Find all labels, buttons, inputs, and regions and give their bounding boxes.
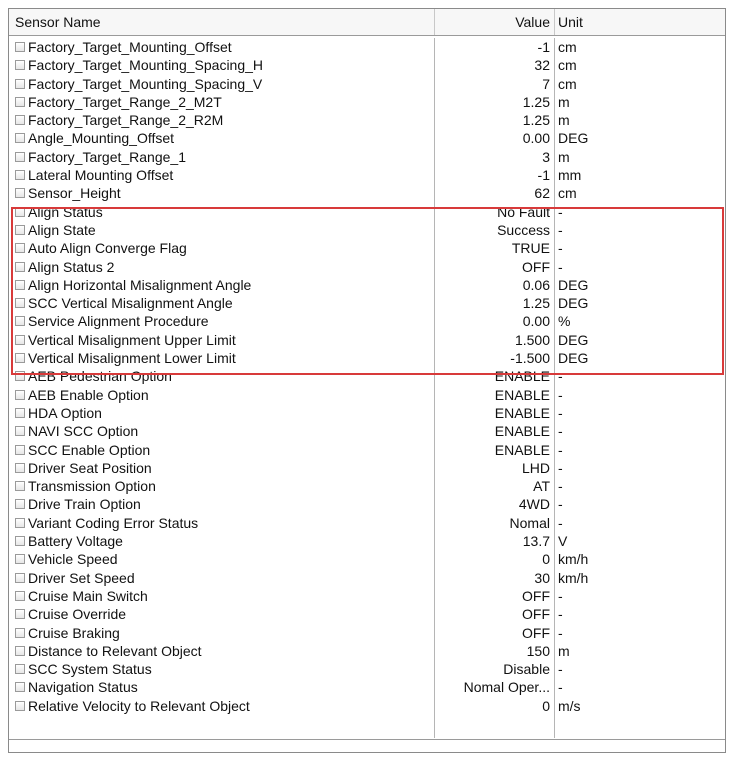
value-cell: TRUE [511, 240, 550, 257]
value-cell: ENABLE [494, 386, 550, 403]
sensor-name-cell: Factory_Target_Range_2_R2M [28, 112, 224, 129]
table-row[interactable] [9, 605, 725, 623]
sensor-name-cell: Driver Seat Position [28, 459, 152, 476]
sensor-name-cell: Vertical Misalignment Lower Limit [28, 350, 236, 367]
sensor-name-cell: Align State [28, 221, 96, 238]
unit-cell: - [558, 423, 563, 440]
checkbox-icon[interactable] [15, 188, 25, 198]
sensor-name-cell: NAVI SCC Option [28, 423, 139, 440]
sensor-name-cell: SCC Enable Option [28, 441, 151, 458]
checkbox-icon[interactable] [15, 60, 25, 70]
checkbox-icon[interactable] [15, 225, 25, 235]
unit-cell: - [558, 459, 563, 476]
checkbox-icon[interactable] [15, 481, 25, 491]
unit-cell: - [558, 661, 563, 678]
unit-cell: cm [558, 39, 577, 55]
sensor-name-cell: Factory_Target_Range_1 [28, 148, 186, 165]
table-row[interactable] [9, 532, 725, 550]
checkbox-icon[interactable] [15, 536, 25, 546]
value-cell: 1.25 [522, 93, 550, 110]
checkbox-icon[interactable] [15, 262, 25, 272]
checkbox-icon[interactable] [15, 170, 25, 180]
value-cell: 0.00 [522, 313, 550, 330]
table-row[interactable] [9, 642, 725, 660]
checkbox-icon[interactable] [15, 335, 25, 345]
table-row[interactable] [9, 550, 725, 568]
sensor-name-cell: Variant Coding Error Status [28, 514, 199, 531]
sensor-name-cell: Sensor_Height [28, 185, 121, 202]
value-cell: 150 [526, 642, 550, 659]
sensor-name-cell: Cruise Main Switch [28, 587, 148, 604]
unit-cell: - [558, 203, 563, 220]
sensor-name-cell: Drive Train Option [28, 496, 141, 513]
table-row[interactable] [9, 111, 725, 129]
unit-cell: - [558, 514, 563, 531]
checkbox-icon[interactable] [15, 207, 25, 217]
table-row[interactable] [9, 312, 725, 330]
value-cell: -1 [537, 167, 550, 184]
unit-cell: cm [558, 185, 577, 202]
sensor-name-cell: Distance to Relevant Object [28, 642, 202, 659]
checkbox-icon[interactable] [15, 664, 25, 674]
sensor-name-cell: SCC Vertical Misalignment Angle [28, 295, 233, 312]
table-row[interactable] [9, 221, 725, 239]
value-cell: OFF [522, 624, 550, 641]
column-divider[interactable] [554, 9, 555, 35]
sensor-name-cell: Angle_Mounting_Offset [28, 130, 175, 147]
table-row[interactable] [9, 93, 725, 111]
table-row[interactable] [9, 404, 725, 422]
sensor-name-cell: Cruise Braking [28, 624, 120, 641]
value-cell: 4WD [518, 496, 550, 513]
table-row[interactable] [9, 624, 725, 642]
sensor-name-cell: Vehicle Speed [28, 551, 118, 568]
checkbox-icon[interactable] [15, 152, 25, 162]
value-cell: -1.500 [510, 350, 550, 367]
sensor-name-cell: Cruise Override [28, 606, 127, 623]
value-cell: No Fault [497, 203, 550, 220]
unit-cell: - [558, 240, 563, 257]
unit-cell: - [558, 679, 563, 696]
unit-cell: - [558, 496, 563, 513]
value-cell: 30 [534, 569, 550, 586]
checkbox-icon[interactable] [15, 42, 25, 52]
sensor-name-cell: Factory_Target_Range_2_M2T [28, 93, 222, 110]
checkbox-icon[interactable] [15, 701, 25, 711]
value-cell: LHD [521, 459, 550, 476]
table-row[interactable] [9, 459, 725, 477]
table-row[interactable] [9, 258, 725, 276]
sensor-name-cell: Transmission Option [28, 478, 156, 495]
sensor-name-cell: Factory_Target_Mounting_Spacing_H [28, 57, 264, 74]
value-cell: 0 [542, 697, 550, 714]
unit-cell: DEG [558, 276, 589, 293]
value-cell: ENABLE [494, 441, 550, 458]
checkbox-icon[interactable] [15, 97, 25, 107]
table-row[interactable] [9, 349, 725, 367]
checkbox-icon[interactable] [15, 79, 25, 89]
table-row[interactable] [9, 422, 725, 440]
sensor-name-cell: Lateral Mounting Offset [28, 167, 174, 184]
sensor-name-cell: SCC System Status [28, 661, 152, 678]
sensor-name-cell: Relative Velocity to Relevant Object [28, 697, 250, 714]
unit-cell: m [558, 642, 570, 659]
checkbox-icon[interactable] [15, 646, 25, 656]
sensor-name-cell: Factory_Target_Mounting_Spacing_V [28, 75, 263, 92]
sensor-name-cell: Align Horizontal Misalignment Angle [28, 276, 252, 293]
checkbox-icon[interactable] [15, 133, 25, 143]
checkbox-icon[interactable] [15, 609, 25, 619]
table-row[interactable] [9, 697, 725, 715]
value-cell: Nomal Oper... [463, 679, 550, 696]
unit-cell: - [558, 478, 563, 495]
value-cell: 1.25 [522, 112, 550, 129]
unit-cell: DEG [558, 350, 589, 367]
checkbox-icon[interactable] [15, 499, 25, 509]
value-cell: ENABLE [494, 368, 550, 385]
value-cell: -1 [537, 39, 550, 55]
value-cell: 0 [542, 551, 550, 568]
checkbox-icon[interactable] [15, 426, 25, 436]
table-row[interactable] [9, 203, 725, 221]
sensor-name-cell: Align Status 2 [28, 258, 115, 275]
table-row[interactable] [9, 276, 725, 294]
value-cell: 62 [534, 185, 550, 202]
unit-cell: - [558, 606, 563, 623]
unit-cell: mm [558, 167, 582, 184]
unit-cell: - [558, 368, 563, 385]
sensor-name-cell: Align Status [28, 203, 103, 220]
table-row[interactable] [9, 129, 725, 147]
table-footer-line [9, 739, 725, 740]
checkbox-icon[interactable] [15, 518, 25, 528]
value-cell: OFF [522, 606, 550, 623]
unit-cell: - [558, 404, 563, 421]
value-cell: ENABLE [494, 423, 550, 440]
checkbox-icon[interactable] [15, 115, 25, 125]
value-cell: 0.06 [522, 276, 550, 293]
value-cell: 1.500 [514, 331, 550, 348]
checkbox-icon[interactable] [15, 408, 25, 418]
sensor-name-cell: Service Alignment Procedure [28, 313, 209, 330]
checkbox-icon[interactable] [15, 628, 25, 638]
unit-cell: - [558, 221, 563, 238]
unit-cell: m [558, 148, 570, 165]
table-row[interactable] [9, 477, 725, 495]
sensor-name-cell: Vertical Misalignment Upper Limit [28, 331, 236, 348]
table-row[interactable] [9, 660, 725, 678]
checkbox-icon[interactable] [15, 554, 25, 564]
value-cell: ENABLE [494, 404, 550, 421]
table-row[interactable] [9, 166, 725, 184]
value-cell: 3 [542, 148, 550, 165]
value-cell: Nomal [509, 514, 550, 531]
table-row[interactable] [9, 495, 725, 513]
sensor-table [8, 8, 726, 753]
table-row[interactable] [9, 331, 725, 349]
table-body [9, 38, 725, 715]
table-row[interactable] [9, 56, 725, 74]
column-header-value[interactable]: Value [515, 14, 550, 30]
sensor-name-cell: Driver Set Speed [28, 569, 135, 586]
value-cell: Disable [503, 661, 550, 678]
value-cell: 7 [542, 75, 550, 92]
table-row[interactable] [9, 38, 725, 56]
sensor-name-cell: Auto Align Converge Flag [28, 240, 187, 257]
sensor-name-cell: HDA Option [28, 404, 102, 421]
column-header-unit[interactable]: Unit [558, 14, 583, 30]
checkbox-icon[interactable] [15, 243, 25, 253]
unit-cell: - [558, 441, 563, 458]
value-cell: AT [533, 478, 550, 495]
checkbox-icon[interactable] [15, 445, 25, 455]
unit-cell: km/h [558, 569, 589, 586]
sensor-name-cell: AEB Enable Option [28, 386, 149, 403]
table-row[interactable] [9, 514, 725, 532]
unit-cell: - [558, 587, 563, 604]
sensor-name-cell: Factory_Target_Mounting_Offset [28, 39, 232, 55]
value-cell: Success [497, 221, 550, 238]
unit-cell: DEG [558, 130, 589, 147]
unit-cell: - [558, 624, 563, 641]
table-row[interactable] [9, 148, 725, 166]
checkbox-icon[interactable] [15, 371, 25, 381]
value-cell: 1.25 [522, 295, 550, 312]
checkbox-icon[interactable] [15, 591, 25, 601]
value-cell: 32 [534, 57, 550, 74]
checkbox-icon[interactable] [15, 353, 25, 363]
checkbox-icon[interactable] [15, 390, 25, 400]
table-row[interactable] [9, 569, 725, 587]
unit-cell: V [558, 533, 568, 550]
checkbox-icon[interactable] [15, 280, 25, 290]
table-row[interactable] [9, 386, 725, 404]
unit-cell: cm [558, 75, 577, 92]
table-row[interactable] [9, 184, 725, 202]
checkbox-icon[interactable] [15, 316, 25, 326]
unit-cell: - [558, 258, 563, 275]
unit-cell: % [558, 313, 571, 330]
checkbox-icon[interactable] [15, 682, 25, 692]
value-cell: 13.7 [522, 533, 550, 550]
unit-cell: cm [558, 57, 577, 74]
unit-cell: m/s [558, 697, 581, 714]
value-cell: 0.00 [522, 130, 550, 147]
unit-cell: DEG [558, 295, 589, 312]
table-row[interactable] [9, 678, 725, 696]
unit-cell: km/h [558, 551, 589, 568]
checkbox-icon[interactable] [15, 573, 25, 583]
column-header-sensor-name[interactable]: Sensor Name [15, 14, 101, 30]
sensor-name-cell: Battery Voltage [28, 533, 123, 550]
unit-cell: DEG [558, 331, 589, 348]
value-cell: OFF [522, 258, 550, 275]
table-row[interactable] [9, 239, 725, 257]
sensor-name-cell: AEB Pedestrian Option [28, 368, 172, 385]
table-row[interactable] [9, 367, 725, 385]
value-cell: OFF [522, 587, 550, 604]
checkbox-icon[interactable] [15, 298, 25, 308]
table-header [9, 9, 725, 36]
unit-cell: m [558, 93, 570, 110]
unit-cell: - [558, 386, 563, 403]
table-row[interactable] [9, 294, 725, 312]
unit-cell: m [558, 112, 570, 129]
table-row[interactable] [9, 441, 725, 459]
checkbox-icon[interactable] [15, 463, 25, 473]
table-row[interactable] [9, 587, 725, 605]
table-row[interactable] [9, 75, 725, 93]
sensor-name-cell: Navigation Status [28, 679, 138, 696]
